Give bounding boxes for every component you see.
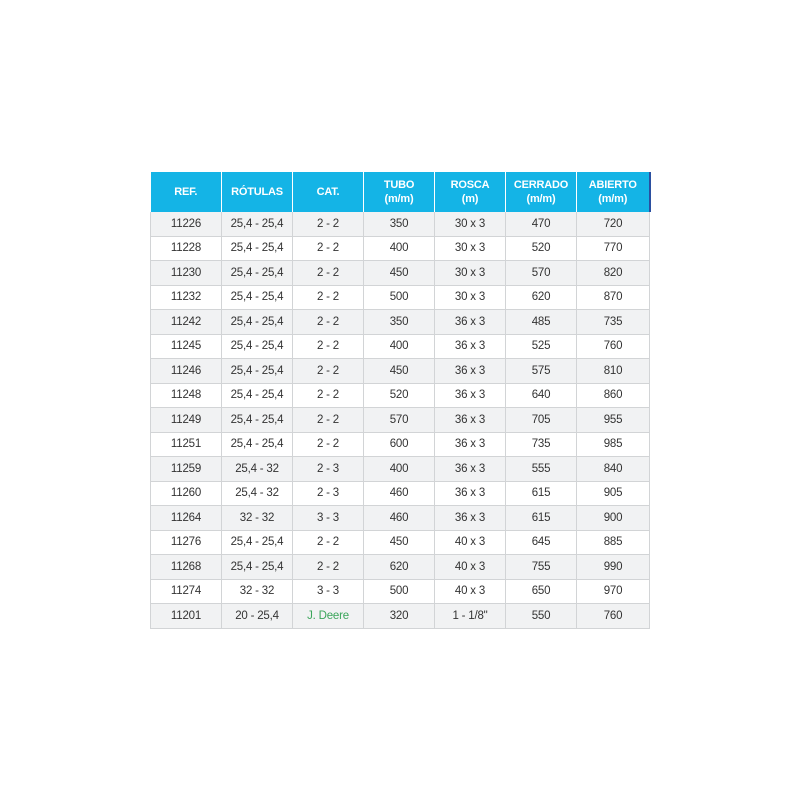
table-cell: 32 - 32 <box>222 579 293 604</box>
table-cell: 760 <box>577 334 650 359</box>
column-header <box>151 172 222 212</box>
table-cell: 615 <box>506 481 577 506</box>
table-cell: 11260 <box>151 481 222 506</box>
table-cell: 2 - 2 <box>293 212 364 236</box>
table-cell: 2 - 3 <box>293 457 364 482</box>
table-cell: 11251 <box>151 432 222 457</box>
column-header-label: CAT. <box>316 186 340 198</box>
table-cell: 25,4 - 25,4 <box>222 530 293 555</box>
column-header-label: CERRADO <box>513 179 569 191</box>
table-cell: 955 <box>577 408 650 433</box>
table-cell: 735 <box>577 310 650 335</box>
table-cell: 810 <box>577 359 650 384</box>
table-row <box>151 530 650 555</box>
table-cell: 11201 <box>151 604 222 629</box>
table-cell: 575 <box>506 359 577 384</box>
table-cell: 25,4 - 32 <box>222 457 293 482</box>
table-cell: 25,4 - 25,4 <box>222 555 293 580</box>
table-cell: 760 <box>577 604 650 629</box>
table-row <box>151 604 650 629</box>
table-cell: 400 <box>364 457 435 482</box>
table-cell: 500 <box>364 579 435 604</box>
table-cell: 2 - 2 <box>293 334 364 359</box>
table-cell: 2 - 2 <box>293 408 364 433</box>
table-cell: 620 <box>506 285 577 310</box>
table-cell: 36 x 3 <box>435 310 506 335</box>
table-cell: J. Deere <box>293 604 364 629</box>
table-cell: 2 - 2 <box>293 285 364 310</box>
table-row <box>151 334 650 359</box>
column-header <box>577 172 650 212</box>
column-header-label: ROSCA <box>450 179 490 191</box>
column-header-unit: (m/m) <box>384 193 414 205</box>
table-cell: 11259 <box>151 457 222 482</box>
table-cell: 25,4 - 25,4 <box>222 261 293 286</box>
table-cell: 460 <box>364 481 435 506</box>
table-cell: 2 - 2 <box>293 236 364 261</box>
table-cell: 860 <box>577 383 650 408</box>
table-cell: 350 <box>364 212 435 236</box>
table-cell: 645 <box>506 530 577 555</box>
table-cell: 36 x 3 <box>435 432 506 457</box>
table-row <box>151 359 650 384</box>
table-cell: 25,4 - 25,4 <box>222 383 293 408</box>
table-cell: 2 - 2 <box>293 310 364 335</box>
table-cell: 25,4 - 25,4 <box>222 285 293 310</box>
table-cell: 870 <box>577 285 650 310</box>
table-cell: 11232 <box>151 285 222 310</box>
table-cell: 2 - 2 <box>293 432 364 457</box>
table-cell: 2 - 2 <box>293 383 364 408</box>
table-cell: 25,4 - 25,4 <box>222 310 293 335</box>
table-row <box>151 457 650 482</box>
table-cell: 520 <box>364 383 435 408</box>
table-cell: 11242 <box>151 310 222 335</box>
column-header <box>364 172 435 212</box>
table-row <box>151 506 650 531</box>
table-cell: 485 <box>506 310 577 335</box>
table-cell: 11246 <box>151 359 222 384</box>
table-cell: 36 x 3 <box>435 359 506 384</box>
table-cell: 705 <box>506 408 577 433</box>
table-cell: 570 <box>506 261 577 286</box>
table-cell: 650 <box>506 579 577 604</box>
column-header <box>222 172 293 212</box>
table-cell: 450 <box>364 359 435 384</box>
table-cell: 570 <box>364 408 435 433</box>
table-cell: 40 x 3 <box>435 530 506 555</box>
table-cell: 990 <box>577 555 650 580</box>
table-cell: 25,4 - 25,4 <box>222 432 293 457</box>
table-cell: 840 <box>577 457 650 482</box>
table-cell: 40 x 3 <box>435 555 506 580</box>
column-header-label: RÓTULAS <box>231 186 283 198</box>
table-cell: 615 <box>506 506 577 531</box>
table-cell: 11276 <box>151 530 222 555</box>
table-cell: 36 x 3 <box>435 408 506 433</box>
table-row <box>151 212 650 236</box>
table-cell: 11245 <box>151 334 222 359</box>
table-cell: 25,4 - 25,4 <box>222 334 293 359</box>
table-cell: 520 <box>506 236 577 261</box>
table-row <box>151 261 650 286</box>
table-cell: 36 x 3 <box>435 383 506 408</box>
table-row <box>151 408 650 433</box>
table-cell: 350 <box>364 310 435 335</box>
column-header-label: TUBO <box>383 179 415 191</box>
table-cell: 555 <box>506 457 577 482</box>
table-cell: 600 <box>364 432 435 457</box>
table-cell: 720 <box>577 212 650 236</box>
column-header-unit: (m/m) <box>598 193 628 205</box>
column-header-label: REF. <box>174 186 198 198</box>
table-body <box>151 212 650 628</box>
table-row <box>151 555 650 580</box>
table-cell: 40 x 3 <box>435 579 506 604</box>
column-header <box>293 172 364 212</box>
table-header <box>151 172 650 212</box>
table-cell: 25,4 - 25,4 <box>222 408 293 433</box>
table-cell: 985 <box>577 432 650 457</box>
table-cell: 11249 <box>151 408 222 433</box>
column-header-label: ABIERTO <box>588 179 637 191</box>
table-cell: 11228 <box>151 236 222 261</box>
table-cell: 36 x 3 <box>435 457 506 482</box>
table-cell: 770 <box>577 236 650 261</box>
table-cell: 500 <box>364 285 435 310</box>
table-row <box>151 310 650 335</box>
table-cell: 30 x 3 <box>435 285 506 310</box>
table-cell: 470 <box>506 212 577 236</box>
table-cell: 25,4 - 25,4 <box>222 236 293 261</box>
table-cell: 450 <box>364 530 435 555</box>
table-cell: 2 - 3 <box>293 481 364 506</box>
table-cell: 620 <box>364 555 435 580</box>
table-cell: 30 x 3 <box>435 261 506 286</box>
table-cell: 460 <box>364 506 435 531</box>
table-cell: 25,4 - 25,4 <box>222 359 293 384</box>
table-cell: 1 - 1/8" <box>435 604 506 629</box>
table-cell: 885 <box>577 530 650 555</box>
table-cell: 3 - 3 <box>293 506 364 531</box>
table-cell: 11274 <box>151 579 222 604</box>
table-cell: 2 - 2 <box>293 555 364 580</box>
table-cell: 36 x 3 <box>435 506 506 531</box>
table-row <box>151 236 650 261</box>
table-row <box>151 383 650 408</box>
spec-table <box>150 172 651 629</box>
table-cell: 320 <box>364 604 435 629</box>
table-cell: 11268 <box>151 555 222 580</box>
table-cell: 400 <box>364 236 435 261</box>
table-row <box>151 481 650 506</box>
table-cell: 2 - 2 <box>293 359 364 384</box>
table-cell: 11264 <box>151 506 222 531</box>
table-row <box>151 432 650 457</box>
table-cell: 36 x 3 <box>435 334 506 359</box>
table-cell: 11248 <box>151 383 222 408</box>
table-cell: 11226 <box>151 212 222 236</box>
table-cell: 32 - 32 <box>222 506 293 531</box>
table-cell: 2 - 2 <box>293 530 364 555</box>
table-cell: 30 x 3 <box>435 212 506 236</box>
table-cell: 20 - 25,4 <box>222 604 293 629</box>
column-header <box>506 172 577 212</box>
table-row <box>151 579 650 604</box>
table-cell: 450 <box>364 261 435 286</box>
table-cell: 36 x 3 <box>435 481 506 506</box>
table-cell: 400 <box>364 334 435 359</box>
table-cell: 525 <box>506 334 577 359</box>
table-cell: 755 <box>506 555 577 580</box>
table-cell: 550 <box>506 604 577 629</box>
table-cell: 640 <box>506 383 577 408</box>
column-header <box>435 172 506 212</box>
table-cell: 3 - 3 <box>293 579 364 604</box>
table-cell: 2 - 2 <box>293 261 364 286</box>
table-cell: 905 <box>577 481 650 506</box>
table-cell: 820 <box>577 261 650 286</box>
table-cell: 970 <box>577 579 650 604</box>
column-header-unit: (m) <box>461 193 479 205</box>
table-cell: 25,4 - 25,4 <box>222 212 293 236</box>
table-cell: 735 <box>506 432 577 457</box>
table-cell: 900 <box>577 506 650 531</box>
column-header-unit: (m/m) <box>526 193 556 205</box>
table-row <box>151 285 650 310</box>
table-cell: 11230 <box>151 261 222 286</box>
table-cell: 30 x 3 <box>435 236 506 261</box>
header-row <box>151 172 650 212</box>
table-cell: 25,4 - 32 <box>222 481 293 506</box>
